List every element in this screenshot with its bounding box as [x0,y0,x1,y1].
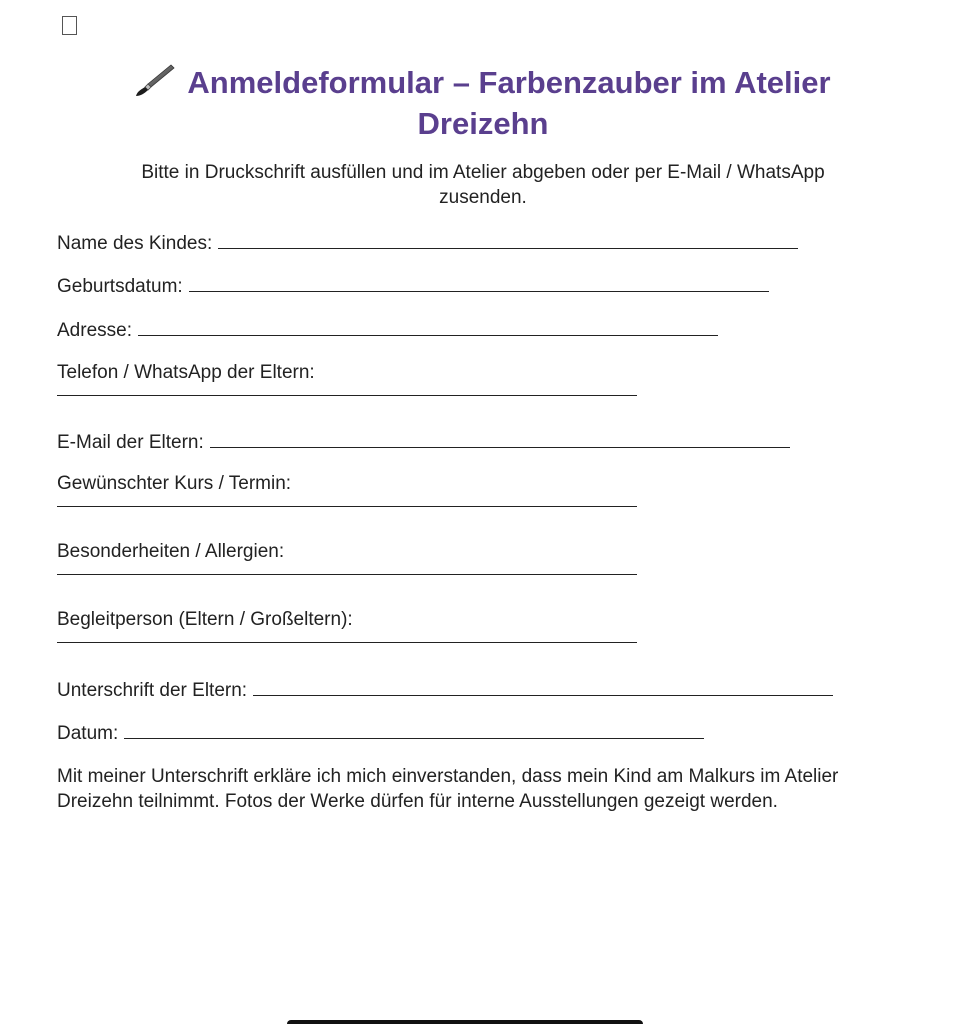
field-label: Unterschrift der Eltern: [57,680,248,701]
field-birthdate [57,273,769,299]
checkbox[interactable] [62,16,77,35]
field-phone [57,361,637,396]
home-indicator[interactable] [287,1020,643,1024]
allergies-input-line[interactable] [57,574,637,575]
field-date [57,720,704,746]
paintbrush-icon [135,63,175,97]
course-input-line[interactable] [57,506,637,507]
field-label: Geburtsdatum: [57,276,183,297]
field-label: Datum: [57,723,119,744]
field-label: Gewünschter Kurs / Termin: [57,473,292,494]
instructions-line-2: zusenden. [439,187,527,208]
title-line-2: Dreizehn [417,106,549,141]
field-address [57,317,718,343]
field-label: Adresse: [57,320,132,341]
birthdate-input-line[interactable] [189,273,769,292]
instructions-line-1: Bitte in Druckschrift ausfüllen und im Atelier abgeben oder per E-Mail / WhatsApp [141,162,825,183]
field-email [57,429,790,455]
field-child-name [57,230,798,256]
page-title [60,62,906,144]
email-input-line[interactable] [210,429,790,448]
field-allergies [57,540,637,575]
field-label: Telefon / WhatsApp der Eltern: [57,362,315,383]
field-companion [57,608,637,643]
field-course [57,472,637,507]
field-label: Name des Kindes: [57,233,213,254]
instructions [60,160,906,210]
field-label: Begleitperson (Eltern / Großeltern): [57,609,353,630]
companion-input-line[interactable] [57,642,637,643]
field-label: E-Mail der Eltern: [57,432,204,453]
field-label: Besonderheiten / Allergien: [57,541,285,562]
signature-input-line[interactable] [253,677,833,696]
title-line-1: Anmeldeformular – Farbenzauber im Atelier [187,65,831,100]
phone-input-line[interactable] [57,395,637,396]
date-input-line[interactable] [124,720,704,739]
consent-text: Mit meiner Unterschrift erkläre ich mich einverstanden, dass mein Kind am Malkurs im Atelier Dreizehn teilnimmt. Fotos der Werke dürfen für interne Ausstellungen gezeigt werden. [57,766,839,812]
field-signature [57,677,833,703]
child-name-input-line[interactable] [218,230,798,249]
address-input-line[interactable] [138,317,718,336]
